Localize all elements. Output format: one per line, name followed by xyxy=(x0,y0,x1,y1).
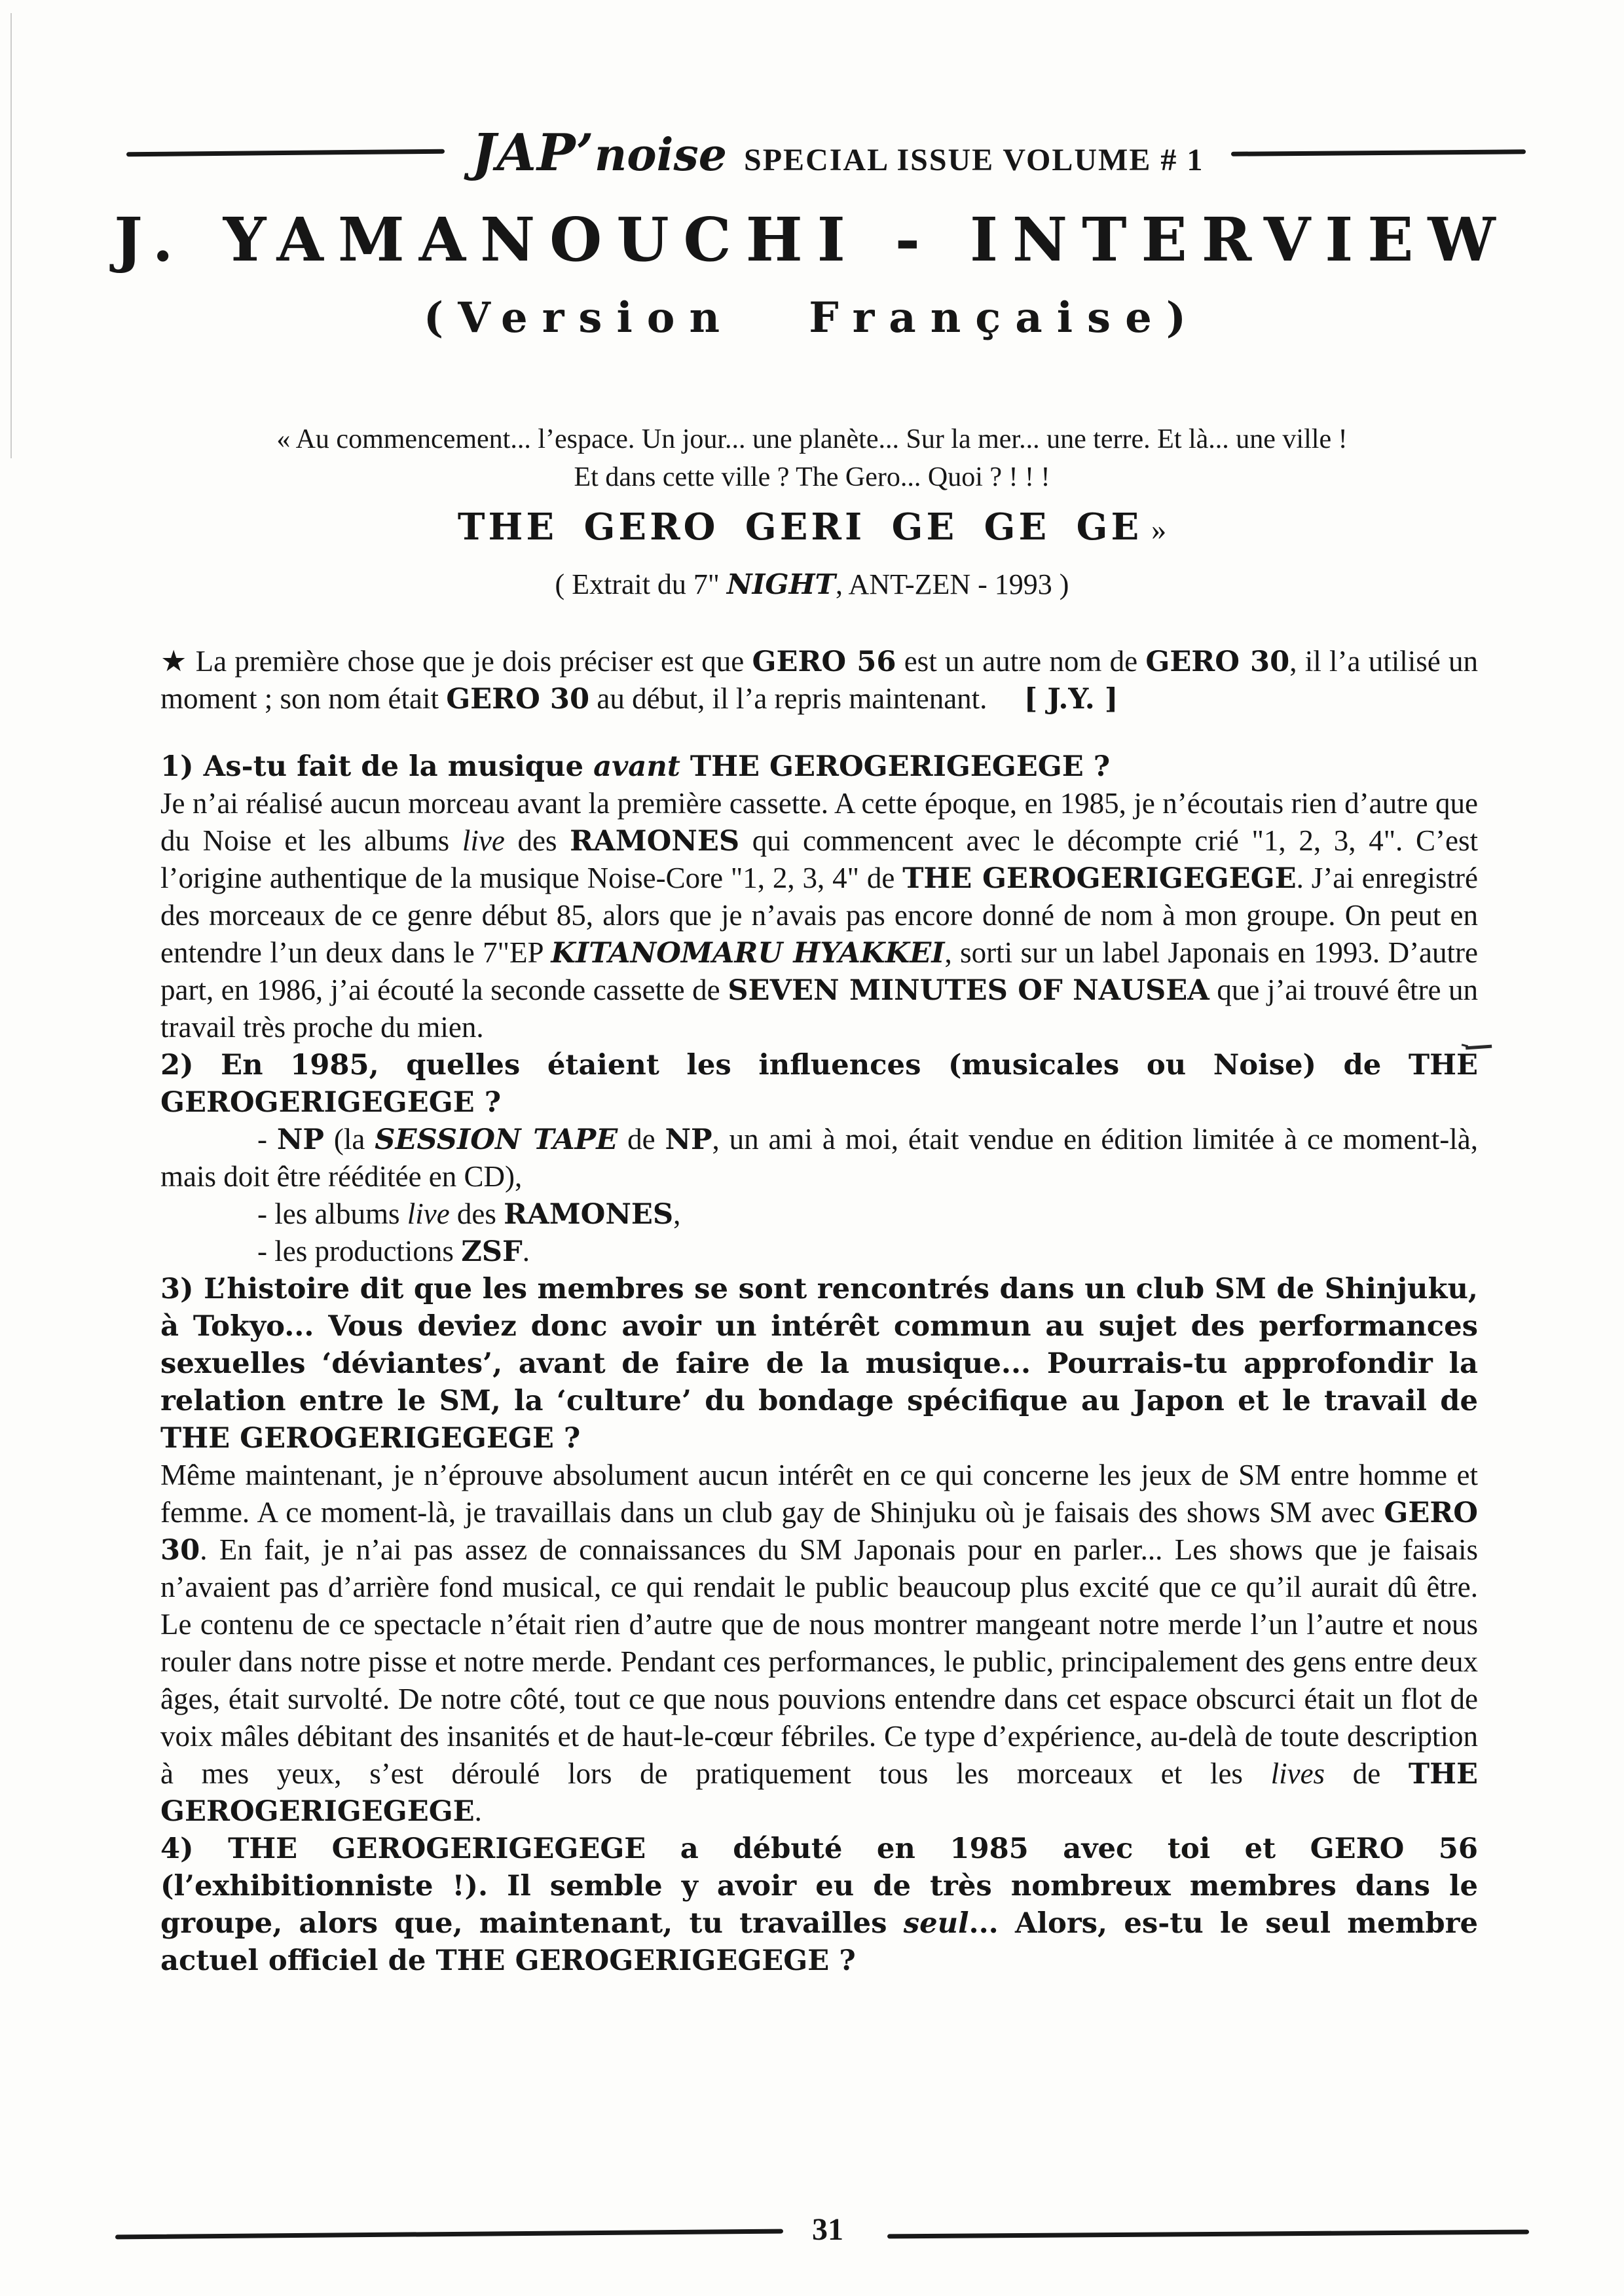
question-paragraph: 3) L’histoire dit que les membres se sont rencontrés dans un club SM de Shinjuku, à Tokyo... Vous deviez donc avoir un intérêt commun au sujet des performances sexuelles ‘déviantes’, avant de faire de la musique... Pourrais-tu approfondir la relation entre le SM, la ‘culture’ du bondage spécifique au Japon et le travail de THE GEROGERIGEGEGE ? xyxy=(160,1272,1478,1455)
epigraph xyxy=(0,420,1624,604)
page-number: 31 xyxy=(812,2212,843,2247)
article-title: J. YAMANOUCHI - INTERVIEW xyxy=(114,204,1510,275)
magazine-logo-noise: noise xyxy=(594,129,728,181)
question-paragraph: 2) En 1985, quelles étaient les influences (musicales ou Noise) de THE GEROGERIGEGEGE ? xyxy=(160,1048,1478,1119)
magazine-logo-jap: JAP’ xyxy=(471,123,595,183)
header-rule-left xyxy=(126,149,445,157)
issue-label: SPECIAL ISSUE VOLUME # 1 xyxy=(744,143,1204,177)
scan-artifact xyxy=(1466,1042,1492,1050)
epigraph-line-2: Et dans cette ville ? The Gero... Quoi ? ! ! ! xyxy=(574,462,1050,492)
epigraph-band-line xyxy=(0,504,1624,560)
footer-rule-left xyxy=(115,2229,783,2239)
header-rule-right xyxy=(1231,149,1526,156)
answer-paragraph: - les albums live des RAMONES, xyxy=(257,1197,681,1231)
answer-paragraph: Même maintenant, je n’éprouve absolument aucun intérêt en ce qui concerne les jeux de SM entre homme et femme. A ce moment-là, je travaillais dans un club gay de Shinjuku où je faisais des shows SM avec GERO 30. En fait, je n’ai pas assez de connaissances du SM Japonais pour en parler... Les shows que je faisais n’avaient pas d’arrière fond musical, ce qui rendait le public beaucoup plus excité que ce qu’il aurait dû être. Le contenu de ce spectacle n’était rien d’autre que de nous montrer mangeant notre merde l’un l’autre et nous rouler dans notre pisse et notre merde. Pendant ces performances, le public, principalement des gens entre deux âges, était survolté. De notre côté, tout ce que nous pouvions entendre dans cet espace obscurci était un flot de voix mâles débitant des insanités et de haut-le-cœur fébriles. Ce type d’expérience, au-delà de toute description à mes yeux, s’est déroulé lors de pratiquement tous les morceaux et les lives de THE GEROGERIGEGEGE. xyxy=(160,1459,1478,1828)
answer-paragraph: Je n’ai réalisé aucun morceau avant la première cassette. A cette époque, en 1985, je n’écoutais rien d’autre que du Noise et les albums live des RAMONES qui commencent avec le décompte crié "1, 2, 3, 4". C’est l’origine authentique de la musique Noise-Core "1, 2, 3, 4" de THE GEROGERIGEGEGE. J’ai enregistré des morceaux de ce genre début 85, alors que je n’avais pas encore donné de nom à mon groupe. On peut en entendre l’un deux dans le 7"EP KITANOMARU HYAKKEI, sorti sur un label Japonais en 1993. D’autre part, en 1986, j’ai écouté la seconde cassette de SEVEN MINUTES OF NAUSEA que j’ai trouvé être un travail très proche du mien. xyxy=(160,787,1478,1044)
article-subtitle: (Version Française) xyxy=(423,293,1201,342)
qa-flow xyxy=(160,748,1478,1979)
epigraph-line-1: « Au commencement... l’espace. Un jour... une planète... Sur la mer... une terre. Et là... une ville ! xyxy=(276,424,1348,454)
magazine-banner xyxy=(472,123,1204,183)
page-header xyxy=(0,123,1624,183)
footer-rule-right xyxy=(887,2229,1529,2238)
question-paragraph: 4) THE GEROGERIGEGEGE a débuté en 1985 avec toi et GERO 56 (l’exhibitionniste !). Il semble y avoir eu de très nombreux membres dans le groupe, alors que, maintenant, tu travailles seul... Alors, es-tu le seul membre actuel officiel de THE GEROGERIGEGEGE ? xyxy=(160,1832,1478,1977)
page-footer xyxy=(0,2212,1624,2250)
answer-paragraph: - NP (la SESSION TAPE de NP, un ami à moi, était vendue en édition limitée à ce moment-là, mais doit être rééditée en CD), xyxy=(160,1123,1478,1193)
answer-paragraph: - les productions ZSF. xyxy=(257,1235,530,1268)
question-paragraph: 1) As-tu fait de la musique avant THE GEROGERIGEGEGE ? xyxy=(160,750,1111,783)
interviewer-note: ★ La première chose que je dois préciser est que GERO 56 est un autre nom de GERO 30, il l’a utilisé un moment ; son nom était GERO 30 au début, il l’a repris maintenant. [ J.Y. ] xyxy=(160,645,1479,716)
epigraph-credit: ( Extrait du 7" NIGHT, ANT-ZEN - 1993 ) xyxy=(555,568,1069,600)
closing-guillemet: » xyxy=(1151,513,1167,546)
band-name: THE GERO GERI GE GE GE xyxy=(457,505,1143,549)
article-body xyxy=(160,643,1478,1979)
